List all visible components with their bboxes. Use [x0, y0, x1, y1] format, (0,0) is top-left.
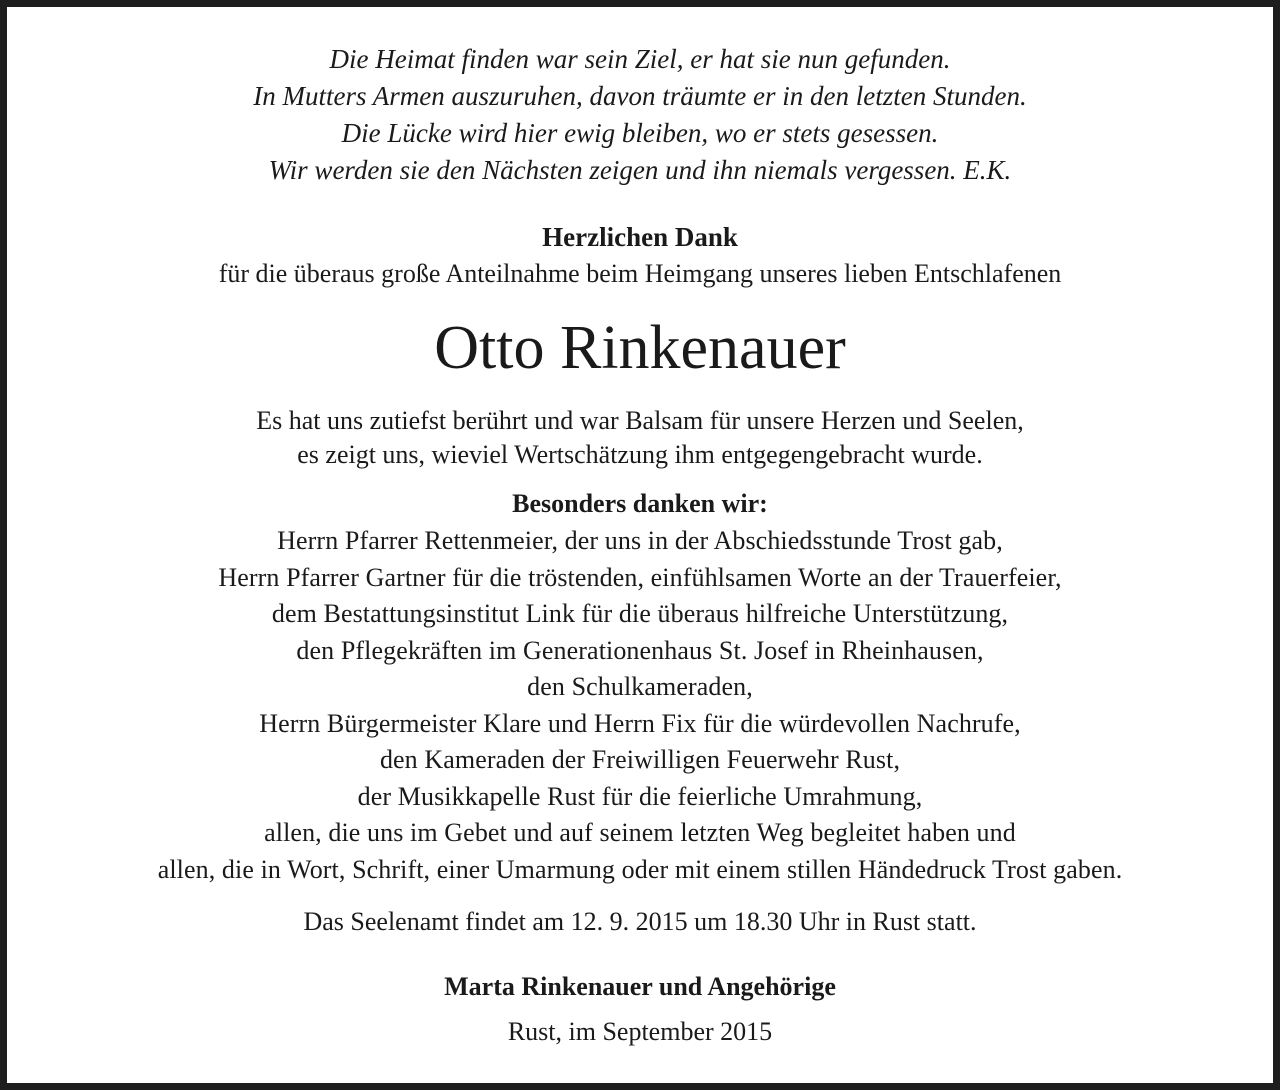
- special-thanks-line: allen, die uns im Gebet und auf seinem letzten Weg begleitet haben und: [264, 818, 1016, 847]
- place-date: Rust, im September 2015: [507, 1017, 773, 1046]
- special-thanks-line: Herrn Bürgermeister Klare und Herrn Fix für die würdevollen Nachrufe,: [259, 708, 1021, 738]
- special-thanks-line: den Schulkameraden,: [527, 672, 753, 701]
- special-thanks-line: Herrn Pfarrer Rettenmeier, der uns in der Abschiedsstunde Trost gab,: [277, 526, 1003, 555]
- special-thanks-line: den Kameraden der Freiwilligen Feuerwehr Rust,: [379, 745, 901, 774]
- signature-names: Marta Rinkenauer und Angehörige: [444, 972, 836, 1001]
- gratitude-line: Es hat uns zutiefst berührt und war Balsam für unsere Herzen und Seelen,: [256, 406, 1024, 435]
- special-thanks-line: dem Bestattungsinstitut Link für die überaus hilfreiche Unterstützung,: [271, 599, 1009, 628]
- deceased-name: Otto Rinkenauer: [434, 314, 846, 382]
- thanks-heading: Herzlichen Dank: [542, 222, 738, 252]
- poem-line: Wir werden sie den Nächsten zeigen und ihn niemals vergessen. E.K.: [268, 155, 1012, 185]
- memorial-poem: [7, 41, 1273, 189]
- special-thanks-line: allen, die in Wort, Schrift, einer Umarmung oder mit einem stillen Händedruck Trost gaben.: [157, 854, 1123, 884]
- special-thanks-line: der Musikkapelle Rust für die feierliche Umrahmung,: [357, 781, 923, 811]
- special-thanks-heading: Besonders danken wir:: [512, 489, 768, 518]
- poem-line: Die Heimat finden war sein Ziel, er hat sie nun gefunden.: [329, 44, 951, 74]
- thanks-intro: für die überaus große Anteilnahme beim Heimgang unseres lieben Entschlafenen: [218, 259, 1062, 288]
- special-thanks-list: [7, 523, 1273, 888]
- special-thanks-line: Herrn Pfarrer Gartner für die tröstenden, einfühlsamen Worte an der Trauerfeier,: [218, 562, 1062, 592]
- gratitude-line: es zeigt uns, wieviel Wertschätzung ihm entgegengebracht wurde.: [297, 440, 983, 469]
- memorial-service-info: Das Seelenamt findet am 12. 9. 2015 um 18.30 Uhr in Rust statt.: [303, 907, 977, 936]
- poem-line: Die Lücke wird hier ewig bleiben, wo er stets gesessen.: [341, 118, 939, 148]
- gratitude-text: [7, 404, 1273, 472]
- poem-line: In Mutters Armen auszuruhen, davon träumte er in den letzten Stunden.: [253, 81, 1027, 111]
- special-thanks-line: den Pflegekräften im Generationenhaus St. Josef in Rheinhausen,: [296, 635, 984, 665]
